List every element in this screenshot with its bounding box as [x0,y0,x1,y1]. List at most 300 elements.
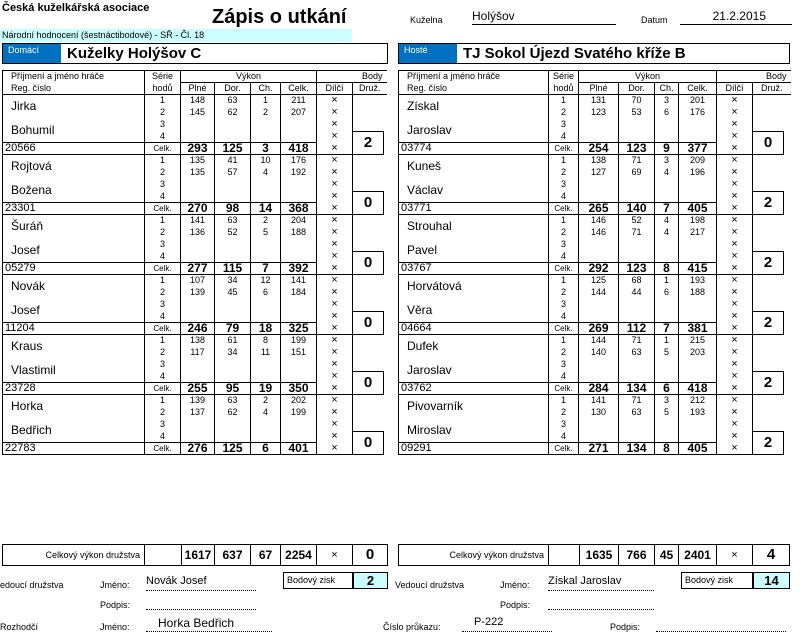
away-total-plne: 1635 [579,545,619,565]
tot-ch: 7 [655,203,679,215]
celk-label: Celk. [145,263,181,275]
druzstvo-cell [753,215,791,275]
dilci-x: × [717,359,753,371]
series-cell: 2 [145,107,181,119]
series-cell [619,119,655,131]
series-cell [181,179,215,191]
away-total-celk: 2401 [679,545,717,565]
series-cell: 107 [181,275,215,287]
player-firstname: Pavel [399,239,549,263]
series-cell: 12 [251,275,281,287]
series-cell: 3 [145,359,181,371]
series-cell: 4 [145,431,181,443]
series-cell: 2 [145,347,181,359]
series-cell [251,311,281,323]
tot-plne: 284 [579,383,619,395]
player-reg: 23728 [3,383,145,395]
tot-ch: 7 [655,323,679,335]
player-surname: Horka [3,395,145,419]
away-team-header [398,43,790,64]
series-cell: 2 [251,107,281,119]
series-cell: 71 [619,155,655,167]
hdr-celk: Celk. [281,83,317,95]
player-firstname: Josef [3,299,145,323]
celk-label: Celk. [549,143,579,155]
player-points: 0 [353,371,385,395]
tot-ch: 8 [655,443,679,455]
player-firstname: Jaroslav [399,119,549,143]
druzstvo-cell [753,395,791,455]
series-cell [679,431,717,443]
series-cell: 176 [679,107,717,119]
table-row [3,275,387,287]
player-reg: 04664 [399,323,549,335]
series-cell [281,431,317,443]
player-surname: Rojtová [3,155,145,179]
series-cell: 4 [145,131,181,143]
home-team-name: Kuželky Holýšov C [67,45,202,62]
dilci-x: × [317,323,353,335]
tot-plne: 292 [579,263,619,275]
series-cell: 2 [549,107,579,119]
series-cell: 144 [579,287,619,299]
series-cell: 1 [145,95,181,107]
series-cell: 34 [215,275,251,287]
series-cell [619,179,655,191]
series-cell [281,299,317,311]
player-surname: Dufek [399,335,549,359]
series-cell [619,239,655,251]
series-cell: 4 [251,167,281,179]
dilci-x: × [317,299,353,311]
series-cell [679,119,717,131]
tot-ch: 18 [251,323,281,335]
hdr-serie: Série [549,71,579,83]
series-cell: 63 [215,215,251,227]
home-total-label: Celkový výkon družstva [3,545,145,565]
dilci-x: × [317,383,353,395]
series-cell: 3 [549,299,579,311]
away-podpis-line [548,594,654,610]
player-surname: Kraus [3,335,145,359]
player-firstname: Miroslav [399,419,549,443]
series-cell: 2 [549,407,579,419]
series-cell: 3 [655,395,679,407]
away-total-row [398,544,790,566]
home-jmeno-label: Jméno: [100,580,130,590]
series-cell: 57 [215,167,251,179]
table-row [399,179,791,191]
tot-dor: 98 [215,203,251,215]
home-vedouci-label: edoucí družstva [0,580,64,590]
datum-label: Datum [641,15,668,25]
series-cell: 4 [145,371,181,383]
series-cell: 8 [251,335,281,347]
player-points: 0 [353,251,385,275]
dilci-x: × [317,347,353,359]
series-cell: 71 [619,335,655,347]
hdr-reg: Reg. číslo [399,83,549,95]
dilci-x: × [717,203,753,215]
series-cell [251,251,281,263]
home-podpis-label: Podpis: [100,600,131,610]
series-cell [655,299,679,311]
series-cell [619,251,655,263]
dilci-x: × [717,347,753,359]
series-cell: 198 [679,215,717,227]
rozhodci-name: Horka Bedřich [146,616,272,632]
tot-plne: 270 [181,203,215,215]
series-cell [251,371,281,383]
table-row [3,419,387,431]
druzstvo-cell [753,275,791,335]
dilci-x: × [317,311,353,323]
away-jmeno-label: Jméno: [500,580,530,590]
series-cell [655,371,679,383]
series-cell: 135 [181,155,215,167]
dilci-x: × [317,335,353,347]
dilci-x: × [317,431,353,443]
series-cell: 4 [549,131,579,143]
player-reg: 05279 [3,263,145,275]
series-cell [655,311,679,323]
dilci-x: × [717,143,753,155]
series-cell: 188 [679,287,717,299]
celk-label: Celk. [145,443,181,455]
cislo-label: Číslo průkazu: [383,622,441,632]
series-cell [679,251,717,263]
series-cell: 4 [549,251,579,263]
series-cell [619,311,655,323]
series-cell [181,251,215,263]
series-cell: 1 [655,275,679,287]
table-row [3,263,387,275]
series-cell [281,179,317,191]
series-cell: 2 [251,395,281,407]
dilci-x: × [717,227,753,239]
tot-dor: 79 [215,323,251,335]
series-cell [215,431,251,443]
series-cell [679,239,717,251]
table-row [3,179,387,191]
tot-dor: 125 [215,143,251,155]
series-cell: 193 [679,275,717,287]
player-points: 0 [353,311,385,335]
series-cell: 2 [549,227,579,239]
home-bodovy-label: Bodový zisk [283,572,353,589]
series-cell [251,239,281,251]
home-total-ch: 67 [251,545,281,565]
series-cell: 4 [145,191,181,203]
home-total-points: 0 [365,546,375,563]
rozhodci-label: Rozhodčí [0,622,39,632]
tot-celk: 368 [281,203,317,215]
player-surname: Pivovarník [399,395,549,419]
home-total-celk: 2254 [281,545,317,565]
druzstvo-cell [353,155,387,215]
away-podpis-label: Podpis: [500,600,531,610]
series-cell: 1 [549,215,579,227]
table-row [3,359,387,371]
series-cell [655,359,679,371]
table-row [3,335,387,347]
table-row [399,143,791,155]
table-row [3,203,387,215]
tot-dor: 112 [619,323,655,335]
table-row [399,263,791,275]
series-cell: 215 [679,335,717,347]
dilci-x: × [317,155,353,167]
series-cell: 217 [679,227,717,239]
series-cell [281,119,317,131]
dilci-x: × [717,407,753,419]
tot-plne: 276 [181,443,215,455]
series-cell [655,239,679,251]
page-title: Zápis o utkání [212,6,347,28]
dilci-x: × [317,287,353,299]
series-cell: 63 [619,407,655,419]
series-cell [655,119,679,131]
series-cell: 62 [215,407,251,419]
series-cell: 41 [215,155,251,167]
hdr-serie: Série [145,71,181,83]
player-points: 2 [753,371,785,395]
series-cell [181,239,215,251]
series-cell: 63 [619,347,655,359]
series-cell: 3 [549,359,579,371]
series-cell [619,419,655,431]
series-cell [619,191,655,203]
tot-ch: 6 [251,443,281,455]
datum-value: 21.2.2015 [680,8,792,25]
series-cell: 4 [655,215,679,227]
tot-ch: 9 [655,143,679,155]
tot-dor: 115 [215,263,251,275]
series-cell [281,239,317,251]
hdr-dilci: Dílčí [317,83,353,95]
player-firstname: Václav [399,179,549,203]
table-row [399,95,791,107]
series-cell: 141 [281,275,317,287]
series-cell: 176 [281,155,317,167]
tot-dor: 95 [215,383,251,395]
dilci-x: × [317,359,353,371]
series-cell: 2 [145,287,181,299]
dilci-x: × [717,431,753,443]
dilci-x: × [717,275,753,287]
series-cell: 140 [579,347,619,359]
series-cell [181,311,215,323]
hdr-name: Příjmení a jméno hráče [399,71,549,83]
dilci-x: × [717,443,753,455]
series-cell: 202 [281,395,317,407]
dilci-x: × [717,287,753,299]
player-surname: Strouhal [399,215,549,239]
hdr-celk: Celk. [679,83,717,95]
dilci-x: × [717,263,753,275]
dilci-x: × [717,191,753,203]
hdr-plne: Plné [579,83,619,95]
tot-plne: 254 [579,143,619,155]
series-cell [655,191,679,203]
tot-ch: 6 [655,383,679,395]
druzstvo-cell [753,155,791,215]
tot-celk: 418 [281,143,317,155]
series-cell: 148 [181,95,215,107]
series-cell [619,299,655,311]
dilci-x: × [317,143,353,155]
series-cell: 1 [549,95,579,107]
tot-plne: 269 [579,323,619,335]
series-cell [679,311,717,323]
table-row [399,419,791,431]
dilci-x: × [717,131,753,143]
player-surname: Kuneš [399,155,549,179]
series-cell: 1 [549,395,579,407]
series-cell [215,311,251,323]
series-cell: 211 [281,95,317,107]
tot-ch: 19 [251,383,281,395]
table-row [399,299,791,311]
table-row [399,443,791,455]
series-cell: 4 [145,251,181,263]
series-cell [619,431,655,443]
table-row [399,323,791,335]
dilci-x: × [717,395,753,407]
dilci-x: × [317,119,353,131]
tot-plne: 277 [181,263,215,275]
tot-plne: 265 [579,203,619,215]
away-total-x: × [717,545,753,565]
dilci-x: × [317,275,353,287]
series-cell: 139 [181,395,215,407]
series-cell [181,191,215,203]
player-points: 0 [353,431,385,455]
table-row [3,383,387,395]
series-cell [251,431,281,443]
player-surname: Novák [3,275,145,299]
series-cell: 209 [679,155,717,167]
druzstvo-cell [353,275,387,335]
player-firstname: Josef [3,239,145,263]
series-cell [655,179,679,191]
series-cell: 4 [655,227,679,239]
home-label: Domácí [3,44,61,63]
player-reg: 03762 [399,383,549,395]
kuzelna-value: Holýšov [472,8,616,25]
celk-label: Celk. [549,323,579,335]
away-bodovy-label: Bodový zisk [681,572,753,589]
series-cell: 2 [549,347,579,359]
dilci-x: × [717,215,753,227]
celk-label: Celk. [549,383,579,395]
series-cell: 117 [181,347,215,359]
series-cell: 184 [281,287,317,299]
player-reg: 03771 [399,203,549,215]
player-reg: 09291 [399,443,549,455]
tot-plne: 271 [579,443,619,455]
celk-label: Celk. [145,323,181,335]
series-cell [281,251,317,263]
series-cell: 3 [145,119,181,131]
away-total-points: 4 [766,546,776,563]
dilci-x: × [717,239,753,251]
series-cell [215,251,251,263]
celk-label: Celk. [549,203,579,215]
series-cell [281,311,317,323]
dilci-x: × [717,419,753,431]
series-cell: 204 [281,215,317,227]
hdr-dor: Dor. [215,83,251,95]
away-bodovy-value: 14 [753,572,790,589]
series-cell [619,131,655,143]
series-cell [251,131,281,143]
series-cell: 207 [281,107,317,119]
dilci-x: × [717,179,753,191]
series-cell: 137 [181,407,215,419]
dilci-x: × [317,395,353,407]
series-cell: 63 [215,395,251,407]
series-cell [181,131,215,143]
series-cell [215,179,251,191]
player-points: 2 [753,311,785,335]
series-cell [281,419,317,431]
dilci-x: × [317,407,353,419]
cislo-value: P-222 [462,616,552,632]
table-row [3,395,387,407]
series-cell [679,131,717,143]
home-bodovy-value: 2 [353,572,388,589]
druzstvo-cell [353,395,387,455]
series-cell [181,371,215,383]
celk-label: Celk. [145,143,181,155]
table-row [399,155,791,167]
series-cell: 192 [281,167,317,179]
series-cell: 6 [655,287,679,299]
tot-celk: 381 [679,323,717,335]
series-cell: 1 [549,155,579,167]
series-cell: 1 [145,155,181,167]
celk-label: Celk. [145,203,181,215]
away-label: Hosté [399,44,457,63]
tot-celk: 325 [281,323,317,335]
player-surname: Získal [399,95,549,119]
table-row [3,119,387,131]
series-cell: 3 [549,419,579,431]
tot-celk: 392 [281,263,317,275]
series-cell: 5 [251,227,281,239]
series-cell [579,311,619,323]
series-cell: 34 [215,347,251,359]
series-cell: 69 [619,167,655,179]
series-cell: 52 [619,215,655,227]
series-cell: 1 [145,395,181,407]
series-cell [619,371,655,383]
series-cell [251,191,281,203]
away-total-dor: 766 [619,545,655,565]
dilci-x: × [717,119,753,131]
series-cell: 1 [145,215,181,227]
rozhodci-jmeno-label: Jméno: [100,622,130,632]
series-cell [251,119,281,131]
series-cell: 141 [181,215,215,227]
table-row [399,119,791,131]
series-cell: 127 [579,167,619,179]
series-cell: 3 [655,155,679,167]
hdr-ch: Ch. [655,83,679,95]
hdr-dor: Dor. [619,83,655,95]
player-points: 2 [353,131,385,155]
